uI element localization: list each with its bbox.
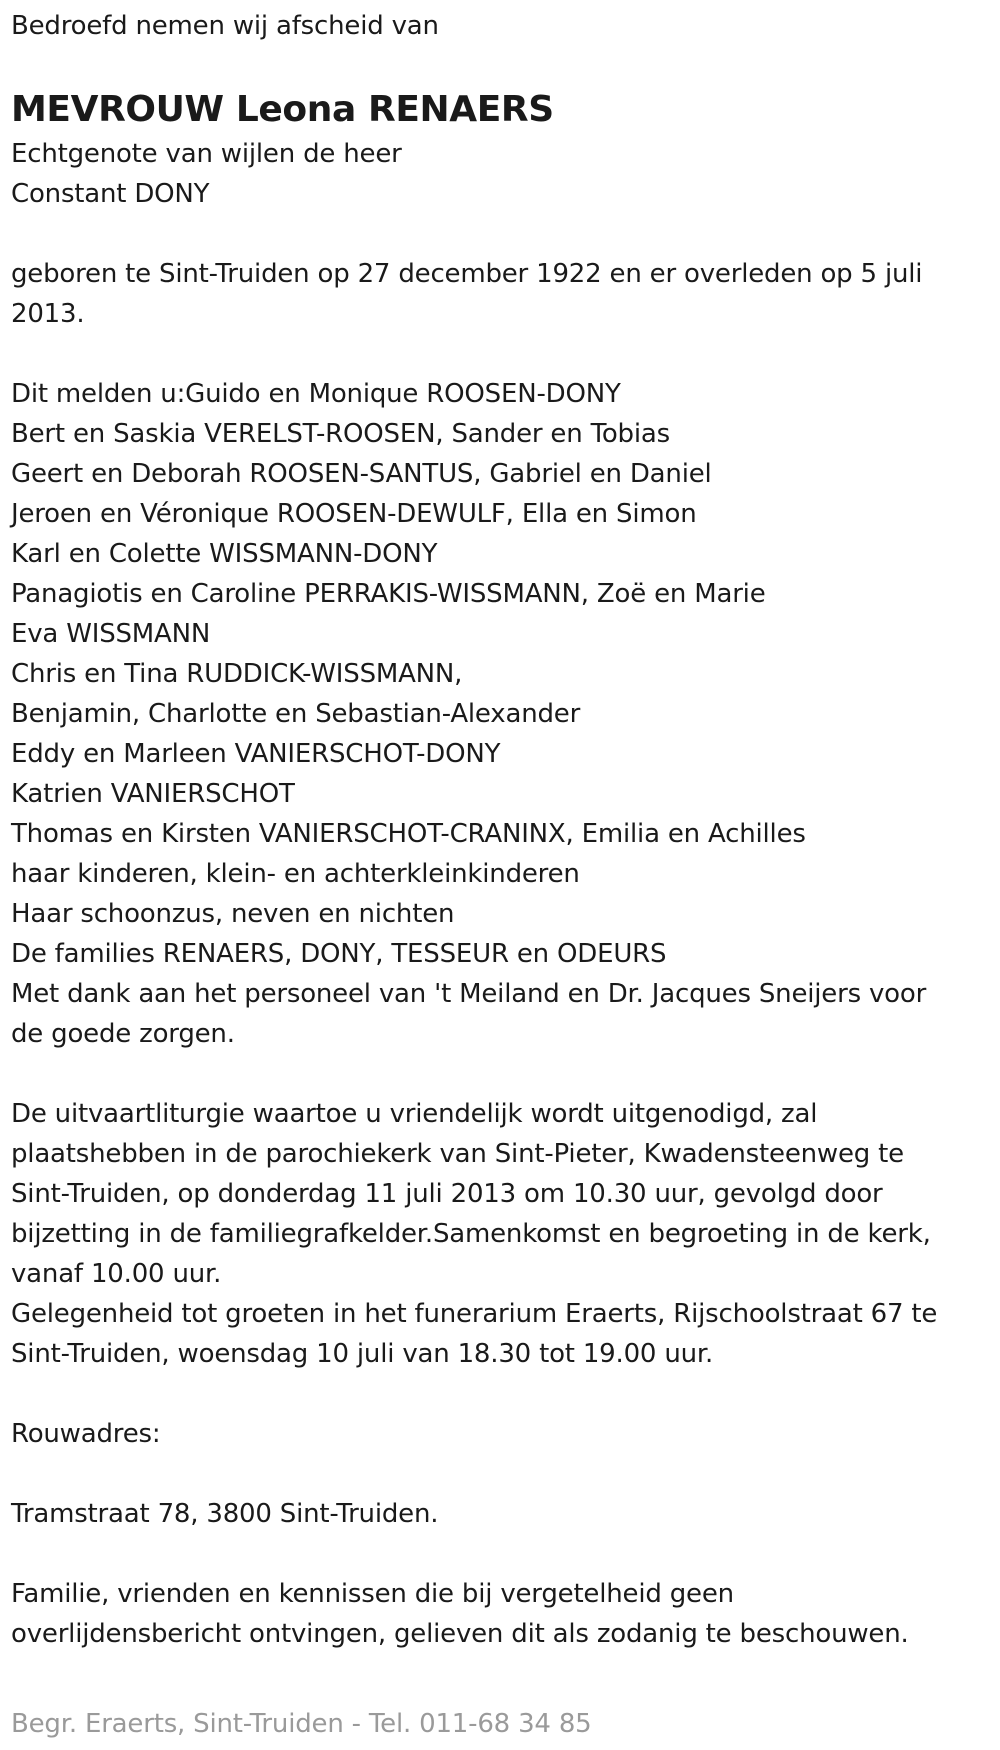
family-list [11, 374, 991, 1054]
family-line: Chris en Tina RUDDICK-WISSMANN, [11, 659, 463, 689]
ceremony-line: vanaf 10.00 uur. [11, 1259, 222, 1289]
spouse-line-2: Constant DONY [11, 179, 210, 209]
spouse-line-1: Echtgenote van wijlen de heer [11, 139, 402, 169]
obituary-notice [11, 6, 991, 1654]
spacer [11, 1454, 991, 1494]
spacer [11, 334, 991, 374]
funeral-director-footer: Begr. Eraerts, Sint-Truiden - Tel. 011-68 34 85 [11, 1709, 592, 1739]
ceremony-line: De uitvaartliturgie waartoe u vriendelijk wordt uitgenodigd, zal [11, 1099, 818, 1129]
family-line: Geert en Deborah ROOSEN-SANTUS, Gabriel en Daniel [11, 459, 712, 489]
spacer [11, 1054, 991, 1094]
intro-text: Bedroefd nemen wij afscheid van [11, 11, 439, 41]
notice-line: overlijdensbericht ontvingen, gelieven dit als zodanig te beschouwen. [11, 1619, 909, 1649]
family-line: Eva WISSMANN [11, 619, 211, 649]
family-line: Katrien VANIERSCHOT [11, 779, 295, 809]
ceremony-line: Sint-Truiden, op donderdag 11 juli 2013 om 10.30 uur, gevolgd door [11, 1179, 883, 1209]
deceased-name: MEVROUW Leona RENAERS [11, 89, 554, 130]
ceremony-line: Sint-Truiden, woensdag 10 juli van 18.30 tot 19.00 uur. [11, 1339, 714, 1369]
spacer [11, 1534, 991, 1574]
notice-line: Familie, vrienden en kennissen die bij vergetelheid geen [11, 1579, 734, 1609]
family-line: Panagiotis en Caroline PERRAKIS-WISSMANN, Zoë en Marie [11, 579, 766, 609]
ceremony-line: Gelegenheid tot groeten in het funerarium Eraerts, Rijschoolstraat 67 te [11, 1299, 938, 1329]
family-line: Benjamin, Charlotte en Sebastian-Alexander [11, 699, 581, 729]
family-line: Eddy en Marleen VANIERSCHOT-DONY [11, 739, 501, 769]
family-line: Haar schoonzus, neven en nichten [11, 899, 455, 929]
ceremony-line: plaatshebben in de parochiekerk van Sint-Pieter, Kwadensteenweg te [11, 1139, 904, 1169]
spacer [11, 214, 991, 254]
birth-death-line-2: 2013. [11, 299, 85, 329]
birth-death-line-1: geboren te Sint-Truiden op 27 december 1922 en er overleden op 5 juli [11, 259, 923, 289]
family-line: De families RENAERS, DONY, TESSEUR en ODEURS [11, 939, 667, 969]
family-line: Thomas en Kirsten VANIERSCHOT-CRANINX, Emilia en Achilles [11, 819, 806, 849]
family-line: Met dank aan het personeel van 't Meiland en Dr. Jacques Sneijers voor [11, 979, 927, 1009]
family-line: Karl en Colette WISSMANN-DONY [11, 539, 438, 569]
family-line: Jeroen en Véronique ROOSEN-DEWULF, Ella en Simon [11, 499, 697, 529]
ceremony-details [11, 1094, 991, 1374]
mourning-address: Tramstraat 78, 3800 Sint-Truiden. [11, 1499, 439, 1529]
family-line: haar kinderen, klein- en achterkleinkinderen [11, 859, 580, 889]
ceremony-line: bijzetting in de familiegrafkelder.Samenkomst en begroeting in de kerk, [11, 1219, 931, 1249]
family-line: Bert en Saskia VERELST-ROOSEN, Sander en Tobias [11, 419, 670, 449]
mourning-address-label: Rouwadres: [11, 1419, 161, 1449]
notice [11, 1574, 991, 1654]
spacer [11, 1374, 991, 1414]
family-line: Dit melden u:Guido en Monique ROOSEN-DONY [11, 379, 621, 409]
family-line: de goede zorgen. [11, 1019, 235, 1049]
